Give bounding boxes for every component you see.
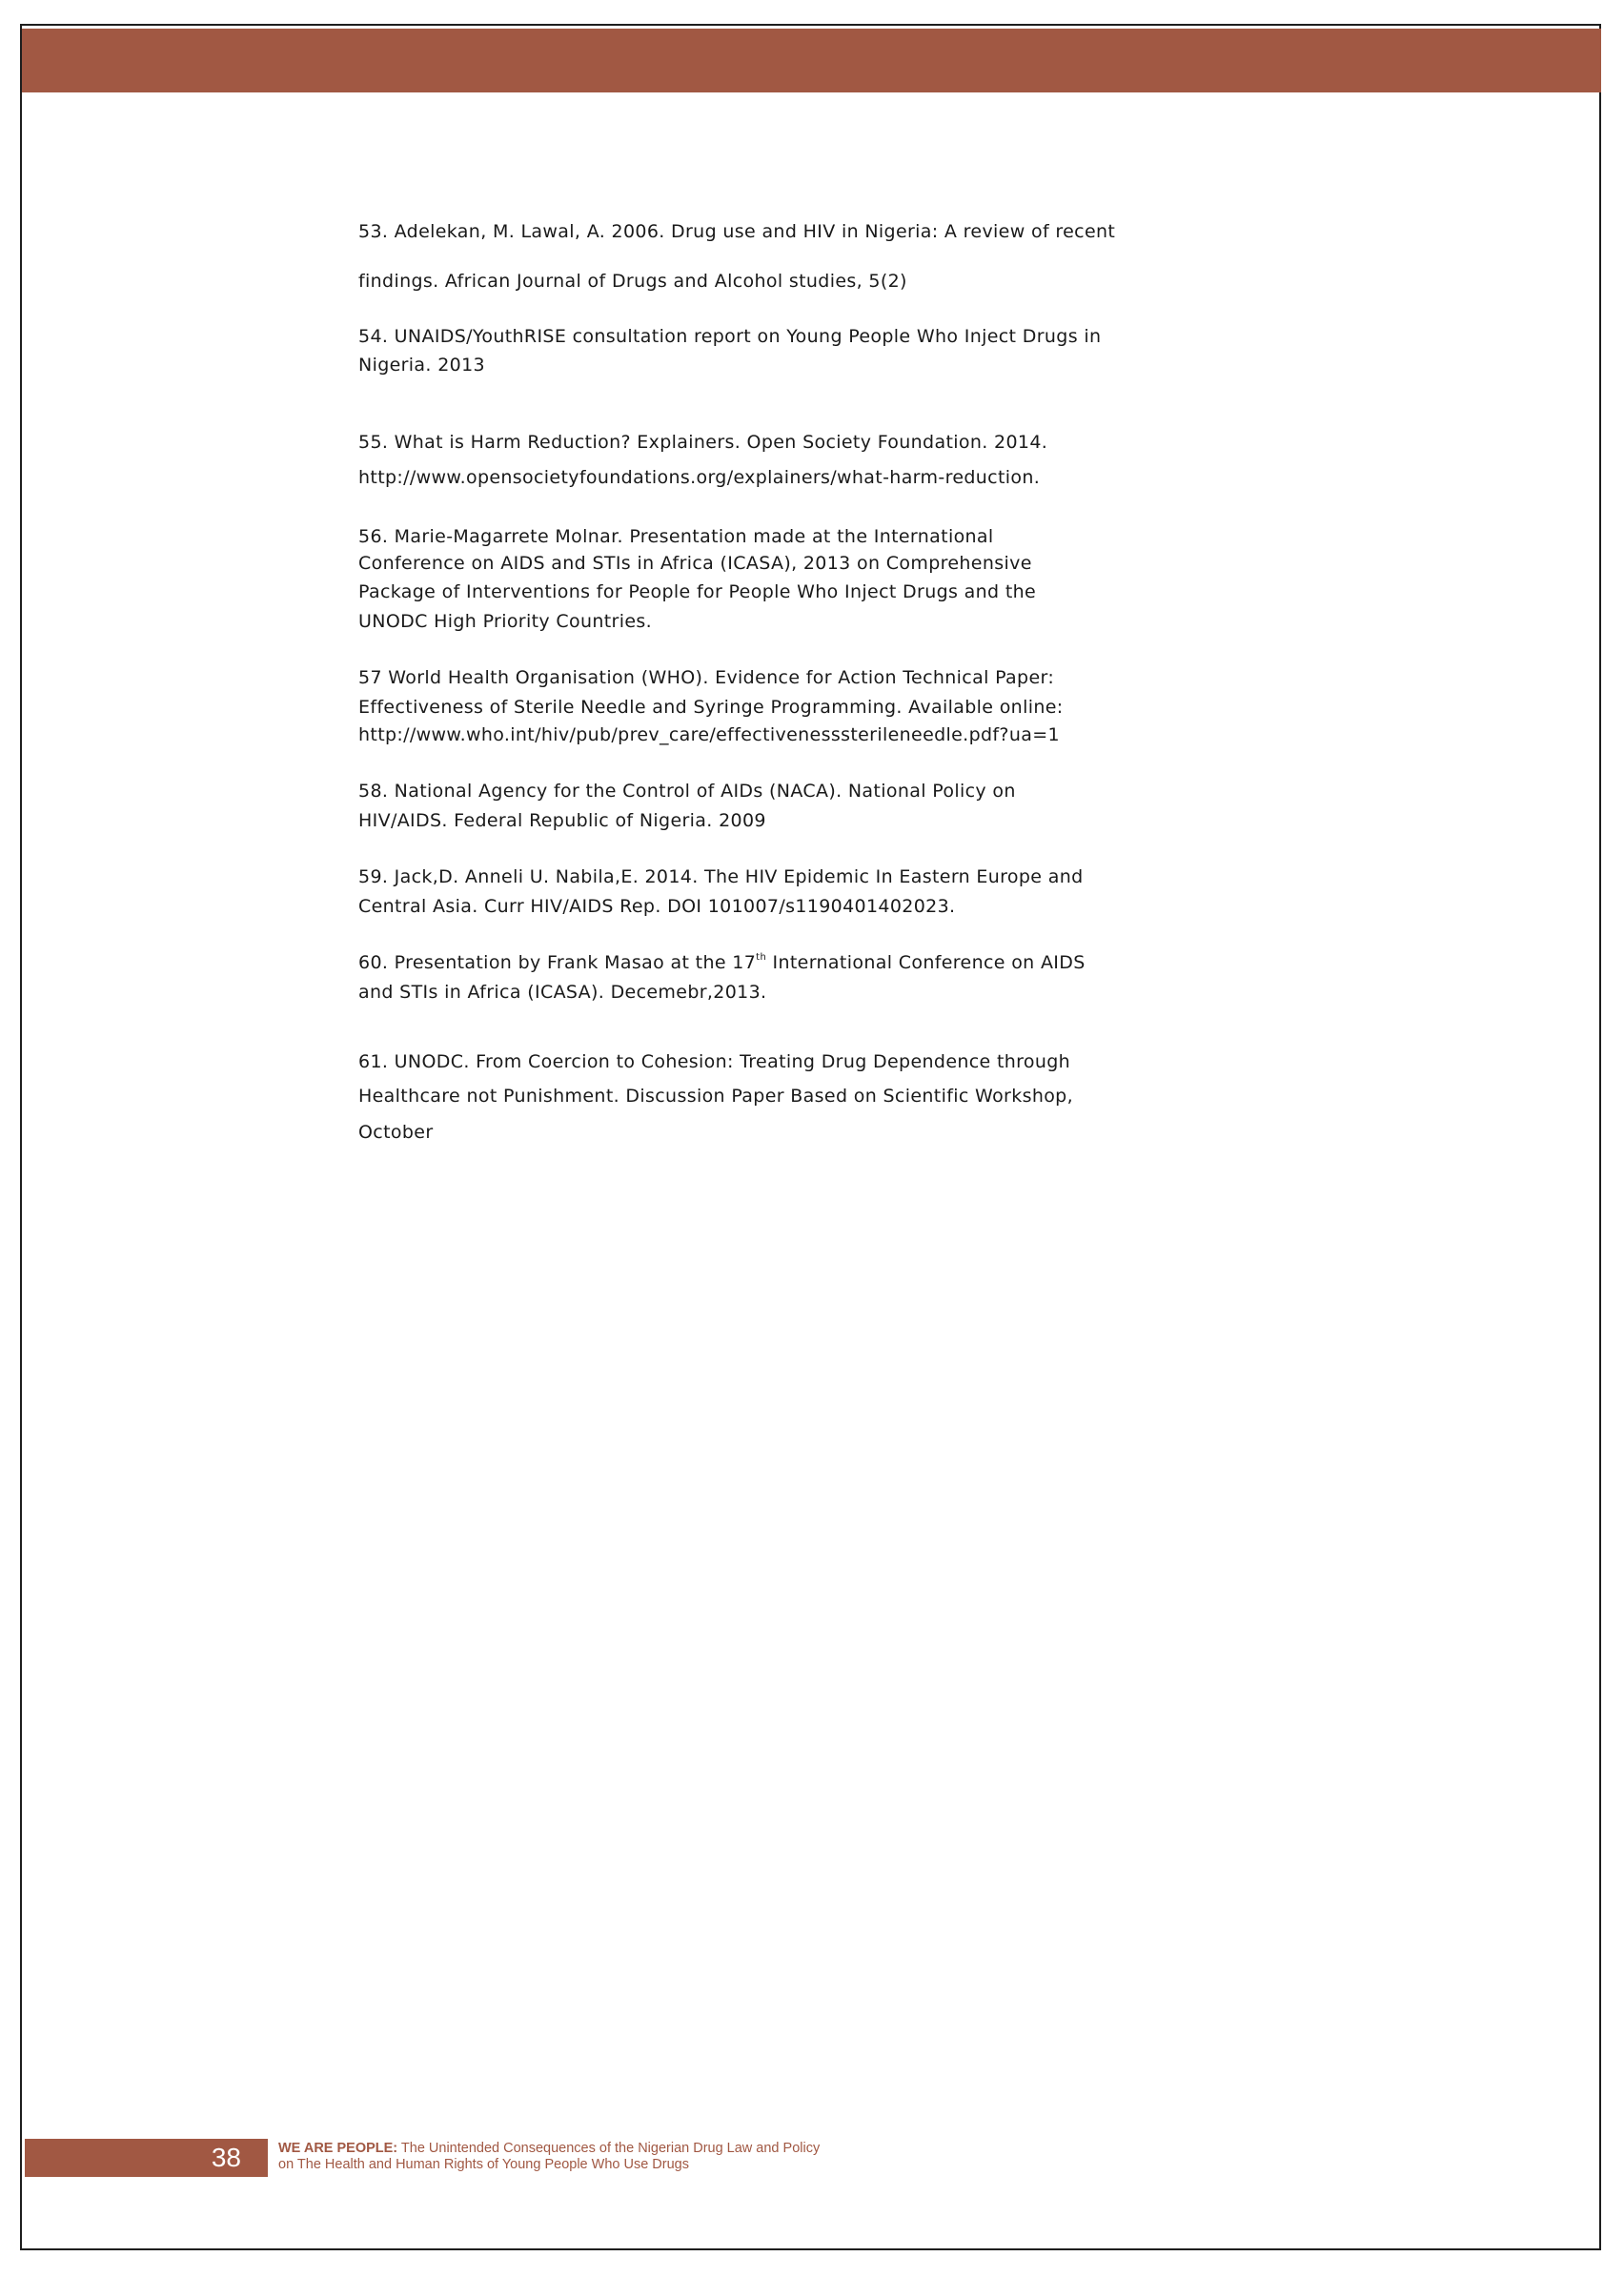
reference-54-line-1: 54. UNAIDS/YouthRISE consultation report on Young People Who Inject Drugs in: [358, 326, 1102, 347]
reference-57-line-2: Effectiveness of Sterile Needle and Syringe Programming. Available online:: [358, 697, 1064, 718]
footer-page-band: [25, 2139, 268, 2177]
reference-56-line-4: UNODC High Priority Countries.: [358, 611, 653, 632]
reference-61-line-1: 61. UNODC. From Coercion to Cohesion: Treating Drug Dependence through: [358, 1051, 1071, 1072]
reference-57-line-1: 57 World Health Organisation (WHO). Evidence for Action Technical Paper:: [358, 667, 1055, 688]
page-border: [20, 24, 1601, 2250]
reference-55-link[interactable]: http://www.opensocietyfoundations.org/explainers/what-harm-reduction.: [358, 467, 1041, 488]
reference-59-line-2: Central Asia. Curr HIV/AIDS Rep. DOI 101007/s1190401402023.: [358, 896, 956, 917]
footer-title-rest: The Unintended Consequences of the Nigerian Drug Law and Policy: [397, 2141, 821, 2156]
reference-60-text-b: International Conference on AIDS: [766, 952, 1086, 973]
reference-61-line-3: October: [358, 1122, 434, 1143]
reference-58-line-1: 58. National Agency for the Control of AIDs (NACA). National Policy on: [358, 781, 1016, 802]
reference-56-line-2: Conference on AIDS and STIs in Africa (ICASA), 2013 on Comprehensive: [358, 553, 1032, 574]
reference-56-line-1: 56. Marie-Magarrete Molnar. Presentation made at the International: [358, 526, 994, 547]
reference-53-line-1: 53. Adelekan, M. Lawal, A. 2006. Drug use and HIV in Nigeria: A review of recent: [358, 221, 1116, 242]
reference-60-line-2: and STIs in Africa (ICASA). Decemebr,2013.: [358, 982, 767, 1003]
footer-title-bold: WE ARE PEOPLE:: [278, 2141, 398, 2156]
reference-55-line-1: 55. What is Harm Reduction? Explainers. Open Society Foundation. 2014.: [358, 432, 1048, 453]
reference-60-line-1: [358, 952, 1086, 973]
ordinal-superscript: th: [756, 952, 767, 963]
reference-56-line-3: Package of Interventions for People for People Who Inject Drugs and the: [358, 581, 1037, 602]
reference-53-line-2: findings. African Journal of Drugs and Alcohol studies, 5(2): [358, 271, 907, 292]
reference-60-text-a: 60. Presentation by Frank Masao at the 17: [358, 952, 757, 973]
reference-54-line-2: Nigeria. 2013: [358, 355, 485, 376]
reference-61-line-2: Healthcare not Punishment. Discussion Paper Based on Scientific Workshop,: [358, 1086, 1073, 1107]
footer-subtitle: on The Health and Human Rights of Young People Who Use Drugs: [278, 2157, 689, 2172]
reference-58-line-2: HIV/AIDS. Federal Republic of Nigeria. 2009: [358, 810, 766, 831]
page-number: 38: [211, 2143, 241, 2172]
reference-57-link[interactable]: http://www.who.int/hiv/pub/prev_care/effectivenesssterileneedle.pdf?ua=1: [358, 724, 1060, 745]
footer-title: [278, 2141, 820, 2157]
header-band: [22, 29, 1601, 92]
reference-59-line-1: 59. Jack,D. Anneli U. Nabila,E. 2014. The HIV Epidemic In Eastern Europe and: [358, 866, 1084, 887]
